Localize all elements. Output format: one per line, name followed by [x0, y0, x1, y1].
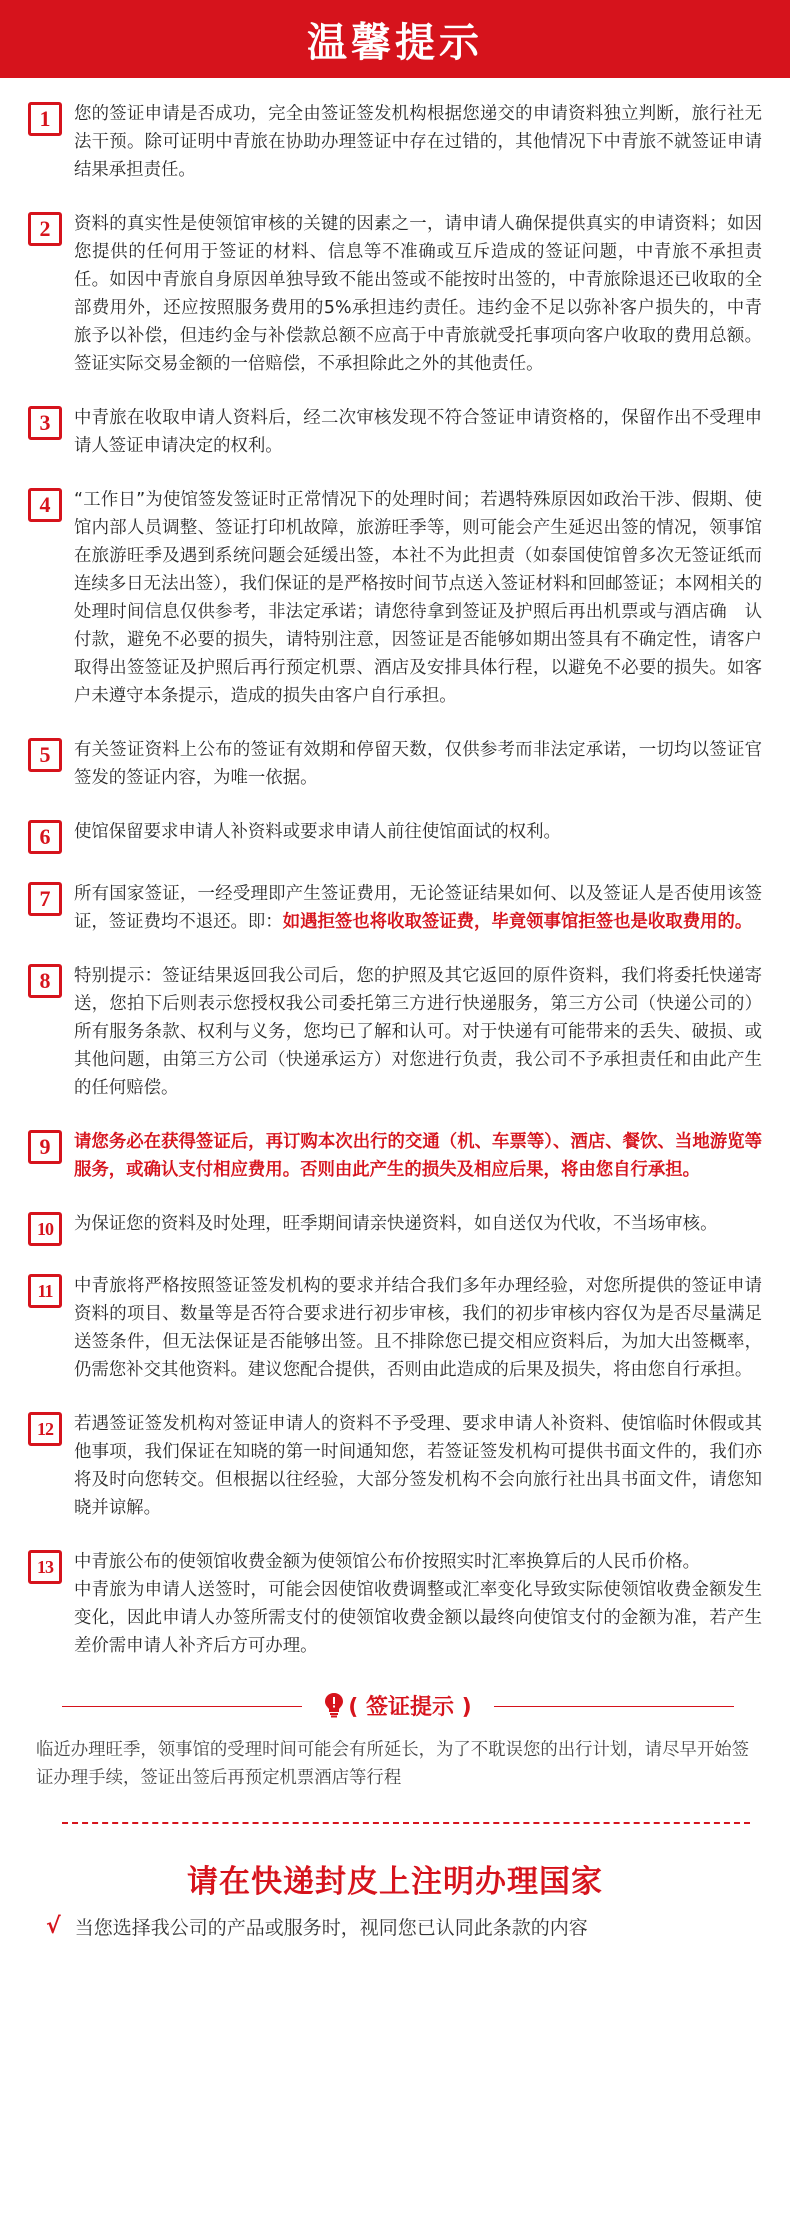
item-number-badge: 7: [28, 882, 62, 916]
item-text: 您的签证申请是否成功，完全由签证签发机构根据您递交的申请资料独立判断，旅行社无法干预。除可证明中青旅在协助办理签证中存在过错的，其他情况下中青旅不就签证申请结果承担责任。: [74, 104, 762, 180]
item-text-paragraph: 中青旅为申请人送签时，可能会因使馆收费调整或汇率变化导致实际使领馆收费金额发生变化，因此申请人办签所需支付的使领馆收费金额以最终向使馆支付的金额为准，若产生差价需申请人补齐后方可办理。: [74, 1580, 762, 1656]
agreement-line: [0, 1901, 790, 1940]
item-text: 若遇签证签发机构对签证申请人的资料不予受理、要求申请人补资料、使馆临时休假或其他事项，我们保证在知晓的第一时间通知您，若签证签发机构可提供书面文件的，我们亦将及时向您转交。但根据以往经验，大部分签发机构不会向旅行社出具书面文件，请您知晓并谅解。: [74, 1414, 762, 1518]
courier-notice: 请在快递封皮上注明办理国家: [187, 1864, 603, 1900]
item-number-badge: 11: [28, 1274, 62, 1308]
item-number-badge: 12: [28, 1412, 62, 1446]
item-number-badge: 13: [28, 1550, 62, 1584]
item-number-badge: 6: [28, 820, 62, 854]
lightbulb-icon: [324, 1692, 344, 1718]
item-text-highlight: 如遇拒签也将收取签证费，毕竟领事馆拒签也是收取费用的。: [282, 912, 753, 932]
notice-item-12: [28, 1410, 762, 1522]
item-text: 特别提示：签证结果返回我公司后，您的护照及其它返回的原件资料，我们将委托快递寄送，您拍下后则表示您授权我公司委托第三方进行快递服务，第三方公司（快递公司的）所有服务条款、权利与义务，您均已了解和认可。对于快递有可能带来的丢失、破损、或其他问题，由第三方公司（快递承运方）对您进行负责，我公司不予承担责任和由此产生的任何赔偿。: [74, 966, 762, 1098]
visa-tips-label: ( 签证提示 ): [348, 1695, 472, 1720]
page-title: 温馨提示: [307, 19, 483, 66]
notice-item-6: [28, 818, 762, 854]
item-number-badge: 1: [28, 102, 62, 136]
visa-tips-text: 临近办理旺季，领事馆的受理时间可能会有所延长，为了不耽误您的出行计划，请尽早开始签证办理手续，签证出签后再预定机票酒店等行程: [36, 1740, 750, 1788]
item-text: 中青旅在收取申请人资料后，经二次审核发现不符合签证申请资格的，保留作出不受理申请人签证申请决定的权利。: [74, 408, 762, 456]
item-text-plain: 所有国家签证，一经受理即产生签证费用，无论签证结果如何、以及签证人是否使用该签证，签证费均不退还。即：: [74, 884, 762, 932]
check-icon: √: [46, 1914, 61, 1939]
item-text: 中青旅将严格按照签证签发机构的要求并结合我们多年办理经验，对您所提供的签证申请资料的项目、数量等是否符合要求进行初步审核，我们的初步审核内容仅为是否尽量满足送签条件，但无法保证是否能够出签。且不排除您已提交相应资料后，为加大出签概率，仍需您补交其他资料。建议您配合提供，否则由此造成的后果及损失，将由您自行承担。: [74, 1276, 762, 1380]
notice-item-13: [28, 1548, 762, 1660]
divider-line: [494, 1706, 734, 1707]
notice-item-8: [28, 962, 762, 1102]
item-text: 使馆保留要求申请人补资料或要求申请人前往使馆面试的权利。: [74, 822, 561, 842]
header-banner: [0, 0, 790, 78]
notice-item-10: [28, 1210, 762, 1246]
item-text: 有关签证资料上公布的签证有效期和停留天数，仅供参考而非法定承诺，一切均以签证官签发的签证内容，为唯一依据。: [74, 740, 762, 788]
item-number-badge: 5: [28, 738, 62, 772]
notice-item-4: [28, 486, 762, 710]
notice-item-5: [28, 736, 762, 792]
notice-item-7: [28, 880, 762, 936]
notice-item-3: [28, 404, 762, 460]
notice-item-1: [28, 100, 762, 184]
item-text: [74, 880, 762, 936]
item-number-badge: 2: [28, 212, 62, 246]
item-number-badge: 3: [28, 406, 62, 440]
item-number-badge: 4: [28, 488, 62, 522]
visa-tips-header: [0, 1686, 790, 1726]
item-text: [74, 1548, 762, 1660]
item-number-badge: 10: [28, 1212, 62, 1246]
divider-line: [62, 1706, 302, 1707]
item-text: 资料的真实性是使领馆审核的关键的因素之一，请申请人确保提供真实的申请资料；如因您提供的任何用于签证的材料、信息等不准确或互斥造成的签证问题，中青旅不承担责任。如因中青旅自身原因单独导致不能出签或不能按时出签的，中青旅除退还已收取的全部费用外，还应按照服务费用的5%承担违约责任。违约金不足以弥补客户损失的，中青旅予以补偿，但违约金与补偿款总额不应高于中青旅就受托事项向客户收取的费用总额。签证实际交易金额的一倍赔偿，不承担除此之外的其他责任。: [74, 214, 762, 374]
item-text: [74, 1128, 762, 1184]
notice-item-2: [28, 210, 762, 378]
notice-list: [0, 78, 790, 1660]
item-number-badge: 9: [28, 1130, 62, 1164]
item-text-highlight: 请您务必在获得签证后，再订购本次出行的交通（机、车票等）、酒店、餐饮、当地游览等服务，或确认支付相应费用。否则由此产生的损失及相应后果，将由您自行承担。: [74, 1132, 762, 1180]
item-number-badge: 8: [28, 964, 62, 998]
item-text: 为保证您的资料及时处理，旺季期间请亲快递资料，如自送仅为代收，不当场审核。: [74, 1214, 718, 1234]
dashed-divider: [62, 1822, 750, 1824]
agreement-text: 当您选择我公司的产品或服务时，视同您已认同此条款的内容: [74, 1917, 588, 1939]
visa-tips-title: [300, 1690, 496, 1721]
item-text: “工作日”为使馆签发签证时正常情况下的处理时间；若遇特殊原因如政治干涉、假期、使馆内部人员调整、签证打印机故障，旅游旺季等，则可能会产生延迟出签的情况，领事馆在旅游旺季及遇到系统问题会延缓出签，本社不为此担责（如泰国使馆曾多次无签证纸而连续多日无法出签），我们保证的是严格按时间节点送入签证材料和回邮签证；本网相关的处理时间信息仅供参考，非法定承诺；请您待拿到签证及护照后再出机票或与酒店确 认付款，避免不必要的损失，请特别注意，因签证是否能够如期出签具有不确定性，请客户取得出签签证及护照后再行预定机票、酒店及安排具体行程，以避免不必要的损失。如客户未遵守本条提示，造成的损失由客户自行承担。: [74, 490, 762, 706]
item-text-paragraph: 中青旅公布的使领馆收费金额为使领馆公布价按照实时汇率换算后的人民币价格。: [74, 1552, 701, 1572]
notice-item-11: [28, 1272, 762, 1384]
notice-item-9: [28, 1128, 762, 1184]
